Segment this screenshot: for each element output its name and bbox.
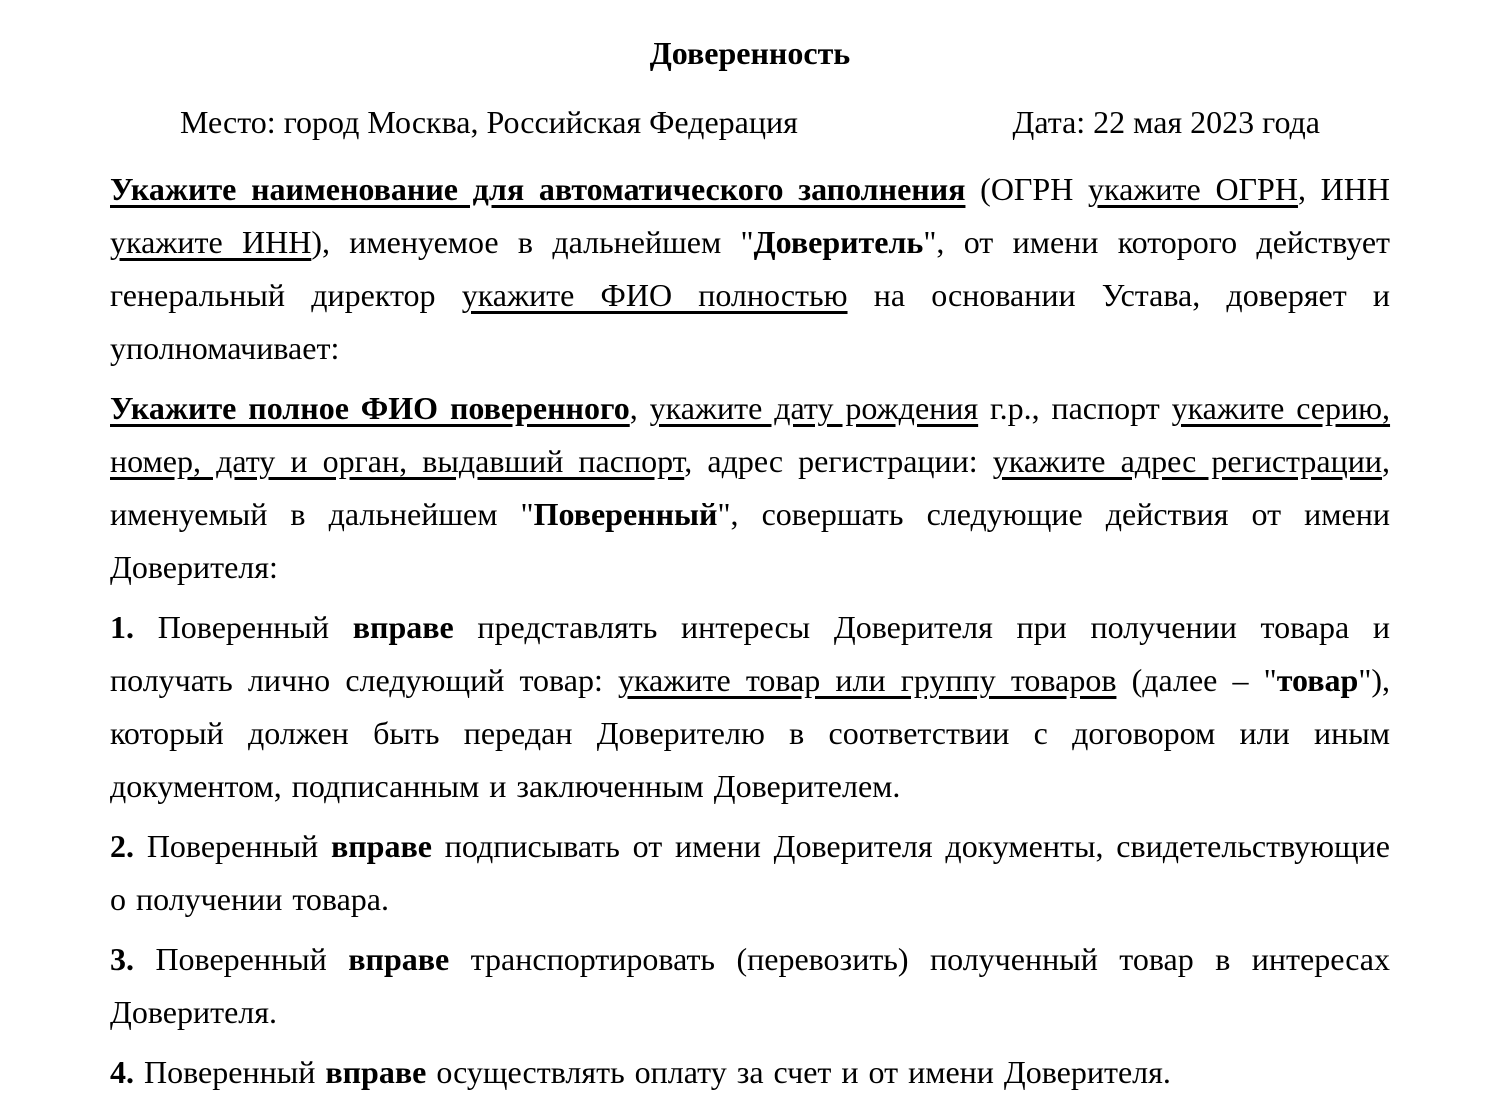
text-run: осуществлять оплату за счет и от имени Доверителя.: [426, 1054, 1171, 1090]
text-run: Поверенный: [134, 828, 331, 864]
placeholder-field: укажите адрес регистрации: [992, 443, 1383, 479]
text-run: ", совершать следующие действия от имени Доверителя:: [110, 496, 1391, 585]
text-run: , именуемый в дальнейшем ": [110, 443, 1391, 532]
clause-4: [110, 1046, 1390, 1099]
text-run: на основании Устава, доверяет и уполномачивает:: [110, 277, 1391, 366]
text-run: Доверитель: [753, 224, 924, 260]
placeholder-field: укажите дату рождения: [649, 390, 979, 426]
placeholder-field: укажите товар или группу товаров: [617, 662, 1117, 698]
text-run: "), который должен быть передан Доверителю в соответствии с договором или иным документом, подписанным и заключенным Доверителем.: [110, 662, 1391, 804]
text-run: Поверенный: [134, 609, 353, 645]
clause-2: [110, 820, 1390, 926]
placeholder-field: Укажите наименование для автоматического заполнения: [110, 171, 966, 207]
meta-row: [110, 103, 1390, 141]
placeholder-field: Укажите полное ФИО поверенного: [110, 390, 630, 426]
clause-1: [110, 601, 1390, 813]
text-run: Поверенный: [533, 496, 718, 532]
text-run: г.р., паспорт: [978, 390, 1172, 426]
text-run: транспортировать (перевозить) полученный товар в интересах Доверителя.: [110, 941, 1391, 1030]
meta-date: Дата: 22 мая 2023 года: [1012, 104, 1320, 140]
text-run: 1.: [110, 609, 134, 645]
text-run: 4.: [110, 1054, 134, 1090]
placeholder-field: укажите серию, номер, дату и орган, выдавший паспорт: [110, 390, 1391, 479]
text-run: вправе: [325, 1054, 427, 1090]
paragraph-attorney: [110, 382, 1390, 594]
text-run: Поверенный: [134, 941, 349, 977]
meta-place: Место: город Москва, Российская Федерация: [180, 104, 798, 140]
placeholder-field: укажите ОГРН: [1088, 171, 1298, 207]
paragraph-principal: [110, 163, 1390, 375]
text-run: вправе: [348, 941, 450, 977]
document-title: Доверенность: [649, 35, 851, 71]
text-run: (ОГРН: [965, 171, 1089, 207]
text-run: вправе: [330, 828, 432, 864]
text-run: 3.: [110, 941, 134, 977]
placeholder-field: укажите ИНН: [110, 224, 312, 260]
text-run: вправе: [352, 609, 454, 645]
clause-3: [110, 933, 1390, 1039]
text-run: ), именуемое в дальнейшем ": [311, 224, 754, 260]
placeholder-field: укажите ФИО полностью: [461, 277, 848, 313]
text-run: товар: [1276, 662, 1359, 698]
text-run: ", от имени которого действует генеральный директор: [110, 224, 1391, 313]
text-run: представлять интересы Доверителя при получении товара и получать лично следующий товар:: [110, 609, 1391, 698]
document-body: [110, 163, 1390, 1099]
text-run: , ИНН: [1297, 171, 1391, 207]
text-run: Поверенный: [134, 1054, 326, 1090]
text-run: 2.: [110, 828, 134, 864]
text-run: (далее – ": [1116, 662, 1277, 698]
text-run: подписывать от имени Доверителя документы, свидетельствующие о получении товара.: [110, 828, 1390, 917]
text-run: , адрес регистрации:: [684, 443, 993, 479]
text-run: ,: [629, 390, 650, 426]
